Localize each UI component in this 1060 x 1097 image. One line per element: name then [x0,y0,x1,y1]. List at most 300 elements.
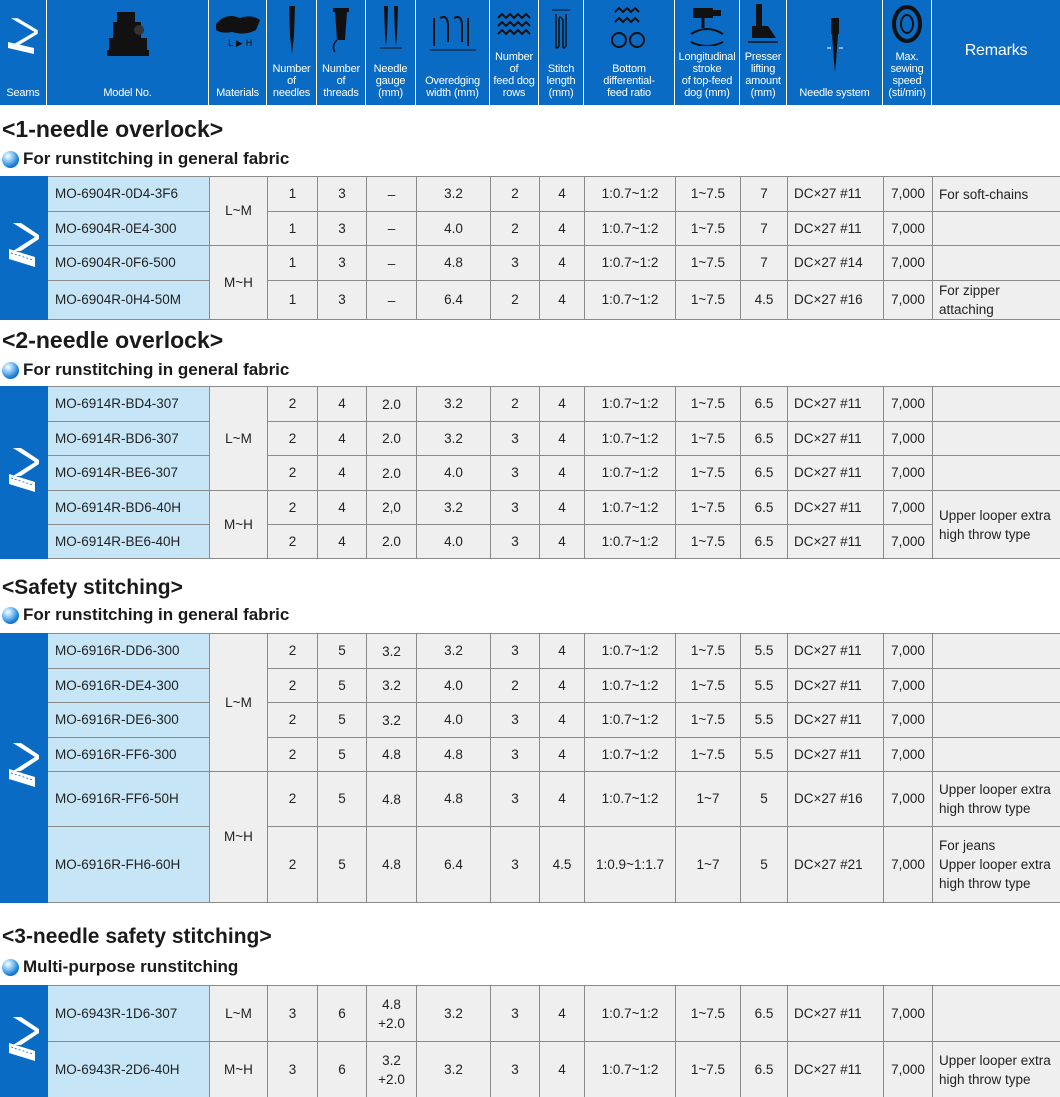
table-row [1,634,1060,669]
header-model [47,0,209,105]
remarks-cell [933,703,1060,738]
header-differential [584,0,675,105]
top-feed-stroke-cell: 1~7.5 [676,634,741,669]
needles-cell: 2 [268,738,318,772]
header-label: Bottom differential- feed ratio [603,63,655,99]
remarks-cell [933,212,1060,246]
feed-dog-rows-cell: 3 [491,703,540,738]
stitch-length-cell: 4 [540,669,585,703]
feed-dog-rows-cell: 3 [491,1042,540,1097]
max-speed-cell: 7,000 [884,456,933,491]
stitch-length-cell: 4 [540,387,585,422]
threads-cell: 4 [318,422,367,456]
table-row [1,669,1060,703]
overedging-width-cell: 4.0 [417,669,491,703]
stitch-length-cell: 4 [540,1042,585,1097]
differential-feed-cell: 1:0.7~1:2 [585,177,676,212]
stitch-length-cell: 4 [540,986,585,1042]
needles-cell: 2 [268,422,318,456]
stitch-length-cell: 4 [540,212,585,246]
header-label: Number of threads [322,63,360,99]
max-speed-cell: 7,000 [884,422,933,456]
threads-cell: 3 [318,246,367,281]
needles-cell: 2 [268,669,318,703]
table-row [1,1042,1060,1097]
header-needle-system [787,0,883,105]
needles-cell: 2 [268,772,318,827]
threads-cell: 5 [318,827,367,903]
table-row [1,703,1060,738]
differential-feed-cell: 1:0.7~1:2 [585,387,676,422]
differential-feed-cell: 1:0.7~1:2 [585,281,676,320]
presser-lifting-cell: 7 [741,246,788,281]
stitch-length-cell: 4 [540,456,585,491]
top-feed-stroke-cell: 1~7.5 [676,703,741,738]
needles-cell: 2 [268,827,318,903]
overedging-width-cell: 3.2 [417,387,491,422]
overedging-width-icon [428,12,478,52]
stitch-length-cell: 4 [540,246,585,281]
stitch-length-icon [548,6,574,52]
materials-cell: M~H [210,246,268,320]
section-title: <2-needle overlock> [2,327,224,353]
presser-lifting-cell: 6.5 [741,387,788,422]
section-title: <1-needle overlock> [2,116,224,142]
model-no-cell: MO-6914R-BD6-40H [48,491,210,525]
threads-cell: 5 [318,669,367,703]
presser-lifting-cell: 6.5 [741,525,788,559]
max-speed-cell: 7,000 [884,703,933,738]
differential-feed-cell: 1:0.7~1:2 [585,669,676,703]
top-feed-stroke-cell: 1~7.5 [676,525,741,559]
needles-cell: 1 [268,177,318,212]
presser-lifting-cell: 5.5 [741,634,788,669]
bullet-icon [2,151,19,168]
presser-foot-icon [746,4,780,44]
presser-lifting-cell: 6.5 [741,1042,788,1097]
feed-dog-rows-cell: 3 [491,422,540,456]
feed-dog-icon [496,10,532,38]
threads-cell: 6 [318,1042,367,1097]
top-feed-stroke-cell: 1~7.5 [676,212,741,246]
stitch-length-cell: 4 [540,738,585,772]
needle-gauge-cell: 2.0 [367,387,417,422]
header-label: Number of needles [272,63,311,99]
header-stitch-length [539,0,584,105]
needles-cell: 2 [268,491,318,525]
presser-lifting-cell: 6.5 [741,422,788,456]
needle-system-cell: DC×27 #11 [788,177,884,212]
header-remarks [932,0,1060,105]
max-speed-cell: 7,000 [884,772,933,827]
needles-cell: 1 [268,212,318,246]
top-feed-stroke-cell: 1~7 [676,772,741,827]
needle-gauge-icon [376,6,406,52]
needle-gauge-cell: 4.8 +2.0 [367,986,417,1042]
differential-feed-icon [609,6,649,52]
threads-cell: 5 [318,738,367,772]
feed-dog-rows-cell: 3 [491,491,540,525]
feed-dog-rows-cell: 3 [491,986,540,1042]
needle-gauge-cell: 2.0 [367,422,417,456]
remarks-cell [933,387,1060,422]
presser-lifting-cell: 5.5 [741,669,788,703]
feed-dog-rows-cell: 3 [491,738,540,772]
remarks-cell [933,738,1060,772]
threads-cell: 3 [318,177,367,212]
differential-feed-cell: 1:0.7~1:2 [585,703,676,738]
max-speed-cell: 7,000 [884,177,933,212]
threads-cell: 4 [318,525,367,559]
feed-dog-rows-cell: 2 [491,387,540,422]
model-no-cell: MO-6914R-BD4-307 [48,387,210,422]
section-subtitle: For runstitching in general fabric [2,149,289,169]
needle-gauge-cell: 3.2 +2.0 [367,1042,417,1097]
presser-lifting-cell: 5 [741,827,788,903]
threads-cell: 3 [318,212,367,246]
header-label: Overedging width (mm) [425,75,480,99]
threads-cell: 6 [318,986,367,1042]
header-gauge [366,0,416,105]
top-feed-stroke-cell: 1~7.5 [676,986,741,1042]
needle-system-cell: DC×27 #14 [788,246,884,281]
overedging-width-cell: 3.2 [417,986,491,1042]
top-feed-stroke-cell: 1~7.5 [676,456,741,491]
presser-lifting-cell: 5.5 [741,738,788,772]
feed-dog-rows-cell: 2 [491,212,540,246]
section-title: <3-needle safety stitching> [2,925,272,948]
feed-dog-rows-cell: 3 [491,525,540,559]
needle-gauge-cell: 3.2 [367,669,417,703]
header-label: Stitch length (mm) [546,63,576,99]
threads-cell: 5 [318,772,367,827]
materials-cell: M~H [210,491,268,559]
model-no-cell: MO-6916R-DD6-300 [48,634,210,669]
needle-gauge-cell: 2.0 [367,456,417,491]
needle-gauge-cell: 4.8 [367,827,417,903]
needles-cell: 3 [268,1042,318,1097]
spec-table-2-needle-overlock [0,386,1060,559]
header-stroke [675,0,740,105]
remarks-cell [933,986,1060,1042]
table-row [1,281,1060,320]
overedging-width-cell: 4.8 [417,246,491,281]
differential-feed-cell: 1:0.7~1:2 [585,1042,676,1097]
feed-dog-rows-cell: 3 [491,456,540,491]
threads-cell: 4 [318,491,367,525]
feed-dog-rows-cell: 2 [491,669,540,703]
seam-fold-icon [5,733,43,803]
model-no-cell: MO-6904R-0E4-300 [48,212,210,246]
feed-dog-rows-cell: 3 [491,772,540,827]
max-speed-cell: 7,000 [884,986,933,1042]
stitch-length-cell: 4 [540,634,585,669]
max-speed-cell: 7,000 [884,738,933,772]
remarks-cell [933,634,1060,669]
presser-lifting-cell: 7 [741,212,788,246]
max-speed-cell: 7,000 [884,212,933,246]
header-label: Needle system [799,87,870,99]
table-row [1,738,1060,772]
needle-gauge-cell: – [367,281,417,320]
sewing-machine-icon [105,10,151,60]
differential-feed-cell: 1:0.7~1:2 [585,456,676,491]
top-feed-icon [685,6,729,46]
table-header [0,0,1060,105]
overedging-width-cell: 3.2 [417,491,491,525]
spec-table-3-needle-safety-stitching [0,985,1060,1097]
model-no-cell: MO-6943R-2D6-40H [48,1042,210,1097]
top-feed-stroke-cell: 1~7.5 [676,177,741,212]
threads-cell: 3 [318,281,367,320]
overedging-width-cell: 6.4 [417,281,491,320]
overedging-width-cell: 3.2 [417,1042,491,1097]
needle-system-cell: DC×27 #11 [788,703,884,738]
needle-gauge-cell: – [367,212,417,246]
max-speed-cell: 7,000 [884,525,933,559]
materials-cell: L~M [210,387,268,491]
stitch-length-cell: 4 [540,703,585,738]
model-no-cell: MO-6916R-FF6-300 [48,738,210,772]
bullet-icon [2,362,19,379]
overedging-width-cell: 3.2 [417,634,491,669]
remarks-cell: For zipper attaching [933,281,1060,320]
materials-cell: M~H [210,772,268,903]
stitch-length-cell: 4 [540,772,585,827]
overedging-width-cell: 4.8 [417,738,491,772]
feed-dog-rows-cell: 3 [491,246,540,281]
header-needles [267,0,317,105]
needle-system-icon [825,18,845,74]
header-label: Needle gauge (mm) [373,63,408,99]
remarks-cell: For soft-chains [933,177,1060,212]
materials-cell: M~H [210,1042,268,1097]
header-seams [0,0,47,105]
header-speed [883,0,932,105]
fabric-weight-text: L ▶ H [227,39,252,49]
stitch-length-cell: 4 [540,525,585,559]
model-no-cell: MO-6916R-DE6-300 [48,703,210,738]
header-presser [740,0,787,105]
remarks-cell: Upper looper extra high throw type [933,772,1060,827]
materials-cell: L~M [210,177,268,246]
table-row [1,422,1060,456]
differential-feed-cell: 1:0.7~1:2 [585,772,676,827]
header-materials [209,0,267,105]
presser-lifting-cell: 4.5 [741,281,788,320]
presser-lifting-cell: 6.5 [741,456,788,491]
needles-cell: 3 [268,986,318,1042]
needles-cell: 2 [268,456,318,491]
seam-fold-icon [5,438,43,508]
header-label: Seams [6,87,40,99]
overedging-width-cell: 3.2 [417,177,491,212]
needles-cell: 2 [268,525,318,559]
seam-cell [1,177,48,320]
top-feed-stroke-cell: 1~7.5 [676,1042,741,1097]
differential-feed-cell: 1:0.7~1:2 [585,525,676,559]
model-no-cell: MO-6914R-BE6-40H [48,525,210,559]
feed-dog-rows-cell: 3 [491,634,540,669]
table-row [1,246,1060,281]
header-label: Presser lifting amount (mm) [744,51,782,99]
threads-cell: 4 [318,387,367,422]
table-row [1,827,1060,903]
model-no-cell: MO-6916R-DE4-300 [48,669,210,703]
section-title: <Safety stitching> [2,576,183,599]
overedging-width-cell: 4.8 [417,772,491,827]
needle-system-cell: DC×27 #11 [788,387,884,422]
presser-lifting-cell: 6.5 [741,491,788,525]
threads-cell: 5 [318,703,367,738]
needle-system-cell: DC×27 #11 [788,212,884,246]
model-no-cell: MO-6916R-FH6-60H [48,827,210,903]
top-feed-stroke-cell: 1~7 [676,827,741,903]
remarks-cell: Upper looper extra high throw type [933,1042,1060,1097]
needle-system-cell: DC×27 #21 [788,827,884,903]
model-no-cell: MO-6904R-0H4-50M [48,281,210,320]
model-no-cell: MO-6916R-FF6-50H [48,772,210,827]
table-row [1,525,1060,559]
needle-gauge-cell: 3.2 [367,634,417,669]
top-feed-stroke-cell: 1~7.5 [676,738,741,772]
max-speed-cell: 7,000 [884,491,933,525]
top-feed-stroke-cell: 1~7.5 [676,281,741,320]
needle-system-cell: DC×27 #11 [788,491,884,525]
needle-system-cell: DC×27 #11 [788,525,884,559]
overedging-width-cell: 3.2 [417,422,491,456]
bullet-icon [2,607,19,624]
needle-gauge-cell: 2.0 [367,525,417,559]
overedging-width-cell: 6.4 [417,827,491,903]
needle-system-cell: DC×27 #11 [788,738,884,772]
needles-cell: 2 [268,703,318,738]
header-label: Longitudinal stroke of top-feed dog (mm) [678,51,736,99]
needle-gauge-cell: 4.8 [367,738,417,772]
needle-gauge-cell: – [367,246,417,281]
seam-fold-icon [5,1007,43,1077]
stitch-length-cell: 4 [540,422,585,456]
needles-cell: 2 [268,387,318,422]
seam-fold-icon [5,213,43,283]
remarks-cell [933,422,1060,456]
needles-cell: 1 [268,281,318,320]
presser-lifting-cell: 5 [741,772,788,827]
materials-cell: L~M [210,986,268,1042]
thread-spool-icon [329,6,353,52]
overedging-width-cell: 4.0 [417,525,491,559]
seam-cell [1,634,48,903]
top-feed-stroke-cell: 1~7.5 [676,422,741,456]
needle-system-cell: DC×27 #11 [788,1042,884,1097]
header-overedging [416,0,490,105]
presser-lifting-cell: 7 [741,177,788,212]
differential-feed-cell: 1:0.9~1:1.7 [585,827,676,903]
table-row [1,772,1060,827]
stitch-length-cell: 4.5 [540,827,585,903]
needle-system-cell: DC×27 #11 [788,456,884,491]
top-feed-stroke-cell: 1~7.5 [676,491,741,525]
model-no-cell: MO-6914R-BD6-307 [48,422,210,456]
section-subtitle: For runstitching in general fabric [2,360,289,380]
header-label: Number of feed dog rows [493,51,535,99]
overedging-width-cell: 4.0 [417,456,491,491]
top-feed-stroke-cell: 1~7.5 [676,669,741,703]
max-speed-cell: 7,000 [884,634,933,669]
table-row [1,212,1060,246]
needle-system-cell: DC×27 #11 [788,669,884,703]
feed-dog-rows-cell: 3 [491,827,540,903]
table-row [1,986,1060,1042]
remarks-cell [933,246,1060,281]
header-feed-dog [490,0,539,105]
header-label: Remarks [964,42,1028,59]
differential-feed-cell: 1:0.7~1:2 [585,986,676,1042]
bullet-icon [2,959,19,976]
differential-feed-cell: 1:0.7~1:2 [585,422,676,456]
feed-dog-rows-cell: 2 [491,281,540,320]
remarks-cell: For jeans Upper looper extra high throw type [933,827,1060,903]
seam-fold-icon [4,12,42,60]
header-label: Max. sewing speed (sti/min) [888,51,926,99]
differential-feed-cell: 1:0.7~1:2 [585,246,676,281]
table-row [1,177,1060,212]
max-speed-cell: 7,000 [884,1042,933,1097]
remarks-cell [933,456,1060,491]
needle-icon [285,6,299,54]
needle-system-cell: DC×27 #11 [788,634,884,669]
differential-feed-cell: 1:0.7~1:2 [585,634,676,669]
model-no-cell: MO-6904R-0F6-500 [48,246,210,281]
needle-gauge-cell: 2,0 [367,491,417,525]
differential-feed-cell: 1:0.7~1:2 [585,738,676,772]
model-no-cell: MO-6914R-BE6-307 [48,456,210,491]
differential-feed-cell: 1:0.7~1:2 [585,212,676,246]
max-speed-cell: 7,000 [884,827,933,903]
max-speed-cell: 7,000 [884,281,933,320]
model-no-cell: MO-6904R-0D4-3F6 [48,177,210,212]
spec-table-safety-stitching [0,633,1060,903]
max-speed-cell: 7,000 [884,669,933,703]
needle-system-cell: DC×27 #16 [788,772,884,827]
overedging-width-cell: 4.0 [417,212,491,246]
presser-lifting-cell: 5.5 [741,703,788,738]
feed-dog-rows-cell: 2 [491,177,540,212]
header-label: Model No. [103,87,152,99]
presser-lifting-cell: 6.5 [741,986,788,1042]
seam-cell [1,387,48,559]
needles-cell: 1 [268,246,318,281]
table-row [1,491,1060,525]
needle-gauge-cell: 4.8 [367,772,417,827]
speed-icon [891,4,923,44]
top-feed-stroke-cell: 1~7.5 [676,387,741,422]
materials-cell: L~M [210,634,268,772]
stitch-length-cell: 4 [540,177,585,212]
model-no-cell: MO-6943R-1D6-307 [48,986,210,1042]
top-feed-stroke-cell: 1~7.5 [676,246,741,281]
section-subtitle: Multi-purpose runstitching [2,957,238,977]
needles-cell: 2 [268,634,318,669]
threads-cell: 5 [318,634,367,669]
table-row [1,456,1060,491]
header-label: Materials [216,87,259,99]
needle-system-cell: DC×27 #11 [788,986,884,1042]
needle-system-cell: DC×27 #11 [788,422,884,456]
needle-gauge-cell: – [367,177,417,212]
max-speed-cell: 7,000 [884,387,933,422]
needle-gauge-cell: 3.2 [367,703,417,738]
